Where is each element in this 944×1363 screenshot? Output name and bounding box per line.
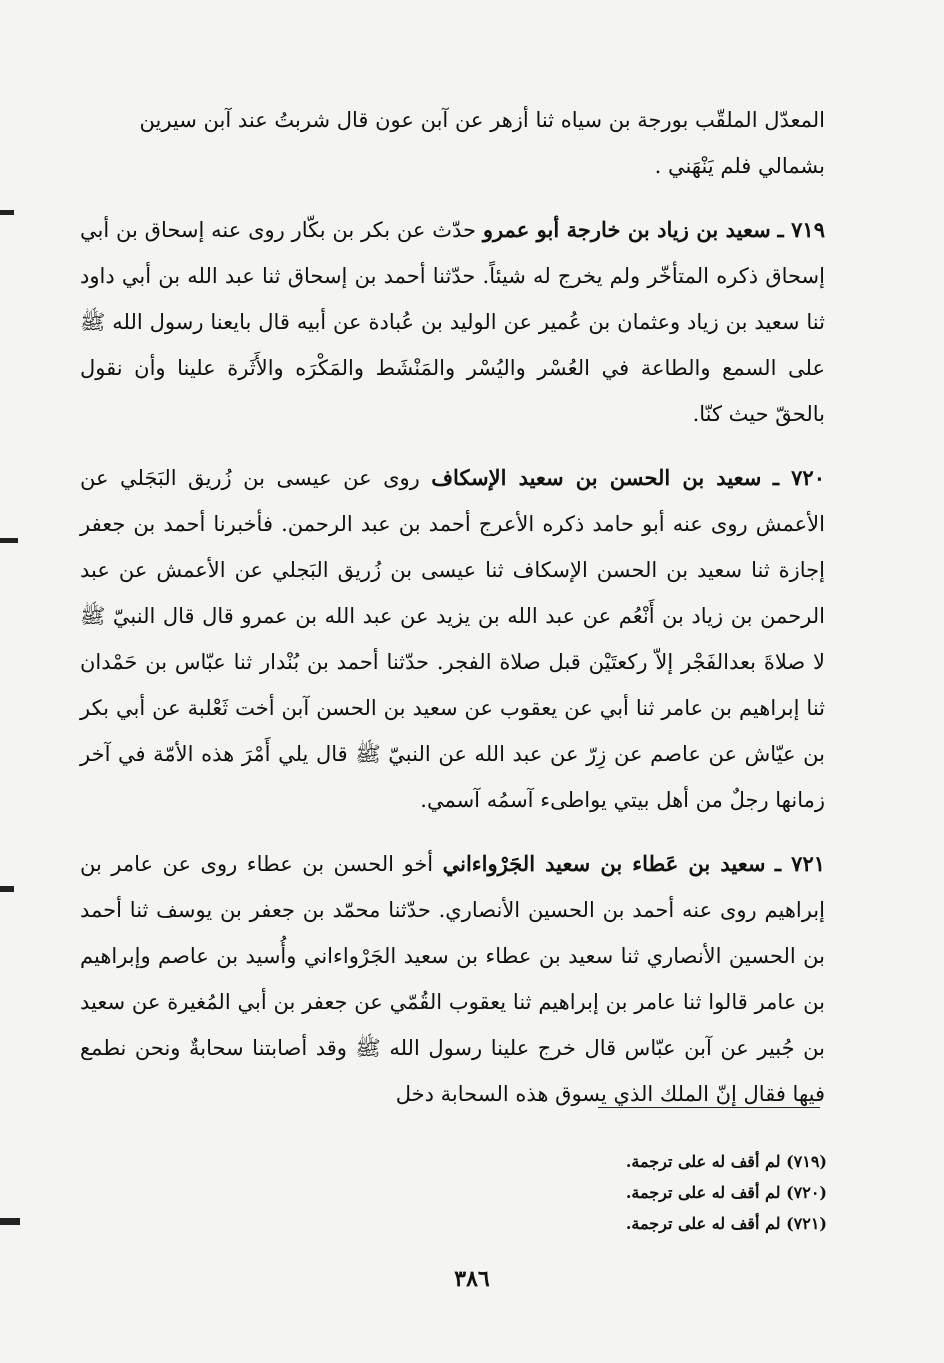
- main-text: [80, 97, 825, 1135]
- entry-name: سعيد بن عَطاء بن سعيد الجَرْواءاني: [442, 851, 766, 876]
- entry-number: ٧١٩ ـ: [777, 217, 825, 242]
- page-number: ٣٨٦: [454, 1266, 490, 1292]
- entry-721: [80, 841, 825, 1117]
- text-line: المعدّل الملقّب بورجة بن سياه ثنا أزهر عن آبن عون قال شربتُ عند آبن سيرين: [139, 108, 825, 132]
- entry-name: سعيد بن الحسن بن سعيد الإسكاف: [431, 465, 762, 490]
- entry-text: أخو الحسن بن عطاء روى عن عامر بن إبراهيم روى عنه أحمد بن الحسين الأنصاري. حدّثنا محمّد بن جعفر بن يوسف ثنا أحمد بن الحسين الأنصاري ثنا سعيد بن عطاء بن سعيد الجَرْواءاني وأُسيد بن عاصم وإبراهيم بن عامر قالوا ثنا عامر بن إبراهيم ثنا يعقوب القُمّي عن جعفر بن أبي المُغيرة عن سعيد بن جُبير عن آبن عبّاس قال خرج علينا رسول الله ﷺ وقد أصابتنا سحابةٌ ونحن نطمع فيها فقال إنّ الملك الذي يسوق هذه السحابة دخل: [80, 852, 825, 1106]
- footnote-719: (٧١٩) لم أقف له على ترجمة.: [625, 1152, 827, 1171]
- scan-edge-mark: [0, 538, 18, 543]
- entry-text: حدّث عن بكر بن بكّار روى عنه إسحاق بن أبي إسحاق ذكره المتأخّر ولم يخرج له شيئاً. حدّثنا أحمد بن إسحاق ثنا عبد الله بن أبي داود ثنا سعيد بن زياد وعثمان بن عُمير عن الوليد بن عُبادة عن أبيه قال بايعنا رسول الله ﷺ على السمع والطاعة في العُسْر واليُسْر والمَنْشَط والمَكْرَه والأَثَرة علينا وأن نقول بالحقّ حيث كنّا.: [80, 218, 825, 426]
- scan-edge-mark: [0, 886, 14, 892]
- footnotes: [500, 1146, 827, 1239]
- continuation-paragraph: [80, 97, 825, 189]
- scan-edge-mark: [0, 210, 14, 215]
- entry-number: ٧٢١ ـ: [774, 851, 826, 876]
- entry-719: [80, 207, 825, 437]
- text-line: بشمالي فلم يَنْهَني .: [654, 154, 825, 178]
- scan-edge-mark: [0, 1218, 20, 1225]
- footnote-separator: [598, 1107, 820, 1108]
- footnote-721: (٧٢١) لم أقف له على ترجمة.: [625, 1214, 827, 1233]
- entry-text: روى عن عيسى بن زُريق البَجَلي عن الأعمش روى عنه أبو حامد ذكره الأعرج أحمد بن عبد الرحمن. فأخبرنا أحمد بن جعفر إجازة ثنا سعيد بن الحسن الإسكاف ثنا عيسى بن زُريق البَجلي عن الأعمش عن عبد الرحمن بن زياد بن أَنْعُم عن عبد الله بن يزيد عن عبد الله بن عمرو قال قال النبيّ ﷺ لا صلاةَ بعدالفَجْر إلاّ ركعتَيْن قبل صلاة الفجر. حدّثنا أحمد بن بُنْدار ثنا عبّاس بن حَمْدان ثنا إبراهيم بن عامر ثنا أبي عن يعقوب عن سعيد بن الحسن آبن أخت ثَعْلبة عن أبي بكر بن عيّاش عن عاصم عن زِرّ عن عبد الله عن النبيّ ﷺ قال يلي أَمْرَ هذه الأمّة في آخر زمانها رجلٌ من أهل بيتي يواطىء آسمُه آسمي.: [80, 466, 825, 812]
- footnote-720: (٧٢٠) لم أقف له على ترجمة.: [625, 1183, 827, 1202]
- entry-name: سعيد بن زياد بن خارجة أبو عمرو: [482, 217, 771, 242]
- entry-720: [80, 455, 825, 823]
- entry-number: ٧٢٠ ـ: [772, 465, 825, 490]
